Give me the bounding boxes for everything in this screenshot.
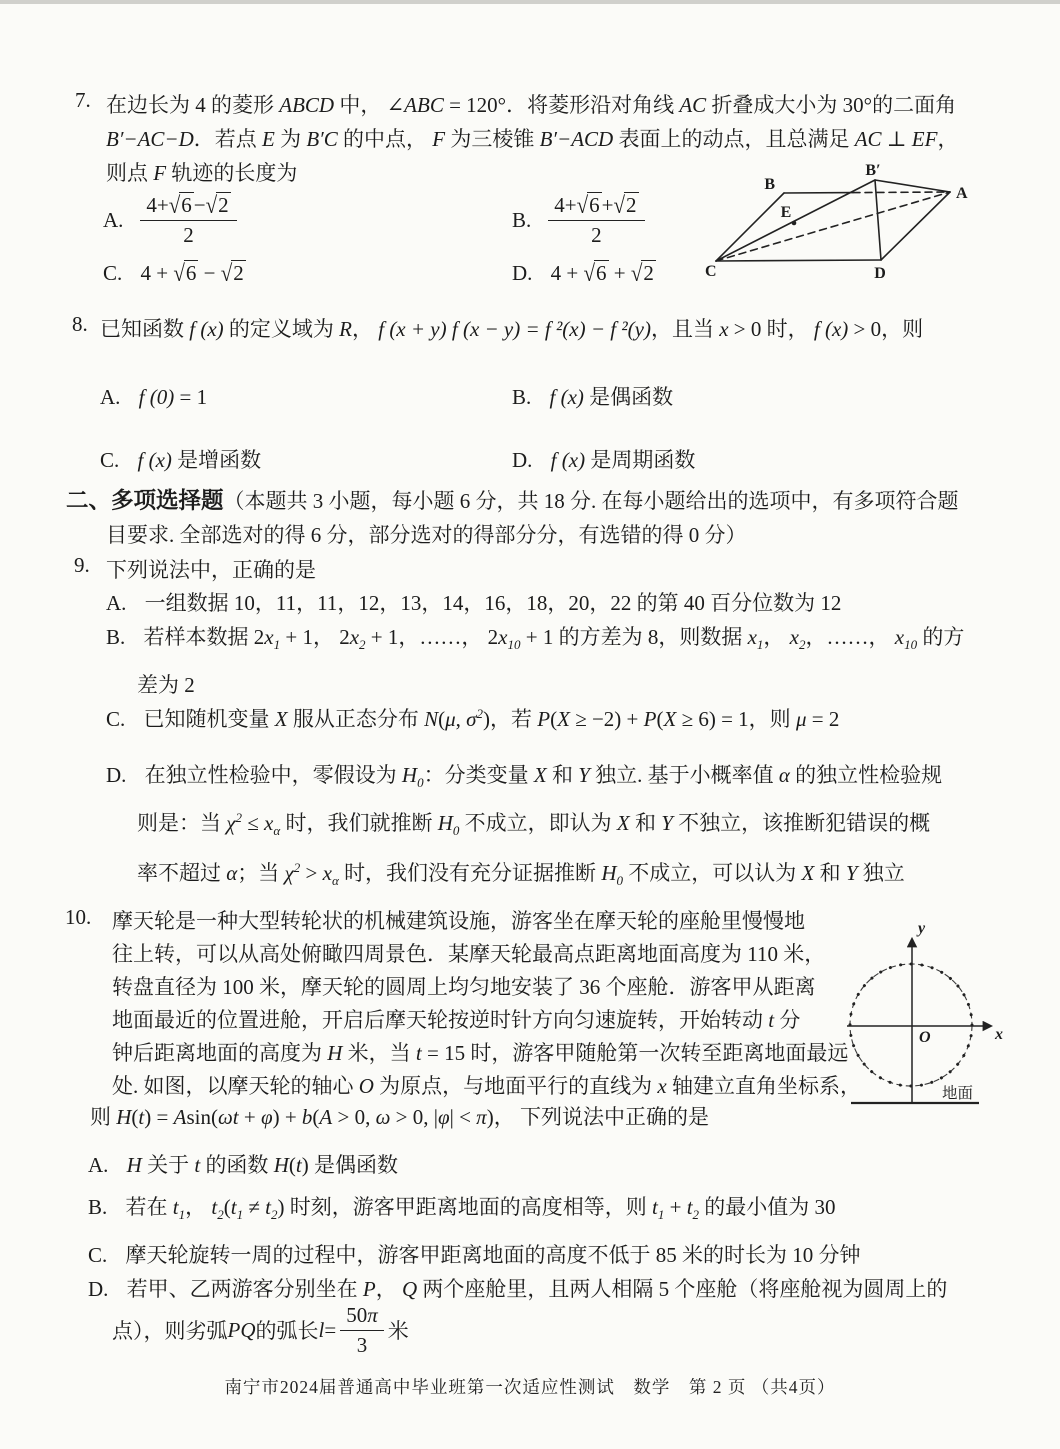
question-8-number: 8. [72, 312, 88, 336]
q7-option-A-value: $\frac{4+√6-√2}{2}$ [136, 193, 240, 246]
q7-option-B [512, 192, 649, 248]
vertex-label-A: A [956, 185, 968, 202]
vertex-label-D: D [874, 265, 886, 282]
q9-option-D-label: D. [106, 763, 127, 787]
q9-option-B-line-2: 差为 2 [137, 673, 195, 697]
q7-option-A [103, 192, 241, 248]
q7-option-D-value: 4 + √6 + √2 [550, 259, 654, 287]
question-10-line-4: 地面最近的位置进舱，开启后摩天轮按逆时针方向匀速旋转，开始转动 t 分 [112, 1008, 801, 1032]
q7-option-C-label: C. [103, 261, 123, 285]
question-7-line-1: 在边长为 4 的菱形 ABCD 中， ∠ABC = 120°．将菱形沿对角线 AC 折叠成大小为 30°的二面角 [106, 93, 957, 117]
q7-option-B-value: $\frac{4+√6+√2}{2}$ [544, 193, 648, 246]
q9-option-C-label: C. [106, 707, 126, 731]
q10-option-B [88, 1190, 836, 1224]
q9-option-B [106, 620, 964, 654]
question-8-stem: 已知函数 f (x) 的定义域为 R， f (x + y) f (x − y) = f ²(x) − f ²(y)，且当 x > 0 时， f (x) > 0，则 [100, 317, 924, 341]
q8-option-A-label: A. [100, 385, 121, 409]
q10-figure-ferris-wheel [845, 915, 1060, 1115]
q8-option-D-label: D. [512, 448, 533, 472]
edge-BprimeA [875, 180, 950, 192]
y-axis-label: y [918, 920, 926, 937]
q9-option-C [106, 702, 839, 736]
q9-option-A-value: 一组数据 10，11，11，12，13，14，16，18，20，22 的第 40 百分位数为 12 [144, 591, 842, 615]
q8-option-B-value: f (x) 是偶函数 [549, 385, 674, 409]
q9-option-A [106, 586, 841, 620]
section-2-note-line-1: （本题共 3 小题，每小题 6 分，共 18 分. 在每小题给出的选项中，有多项符合题 [223, 489, 959, 513]
question-10-line-5: 钟后距离地面的高度为 H 米，当 t = 15 时，游客甲随舱第一次转至距离地面最远 [112, 1041, 849, 1065]
vertex-label-C: C [705, 263, 717, 280]
q9-option-D-line-2: 则是：当 $\chi^2 \le x_\alpha$ 时，我们就推断 $H_0$ 不成立，即认为 X 和 Y 不独立，该推断犯错误的概 [137, 810, 931, 839]
question-7-line-3: 则点 F 轨迹的长度为 [106, 161, 298, 185]
q8-option-D-value: f (x) 是周期函数 [550, 448, 696, 472]
question-10-line-1: 摩天轮是一种大型转轮状的机械建筑设施，游客坐在摩天轮的座舱里慢慢地 [112, 909, 805, 933]
q10-option-A [88, 1148, 398, 1182]
q10-option-A-value: H 关于 t 的函数 H(t) 是偶函数 [126, 1153, 398, 1177]
q8-option-C-value: f (x) 是增函数 [137, 448, 262, 472]
q10-option-D-label: D. [88, 1277, 109, 1301]
q10-option-C-value: 摩天轮旋转一周的过程中，游客甲距离地面的高度不低于 85 米的时长为 10 分钟 [125, 1243, 861, 1267]
q9-option-D [106, 758, 942, 792]
section-2-title: 二、多项选择题 [66, 488, 224, 513]
question-10 [65, 905, 861, 1103]
q10-option-D-line-2: 点），则劣弧 PQ 的弧长 l = $\frac{50\pi}{3}$ 米 [112, 1303, 409, 1357]
q10-option-D-line-1: 若甲、乙两游客分别坐在 P， Q 两个座舱里，且两人相隔 5 个座舱（将座舱视为圆周上的 [126, 1277, 948, 1301]
q9-option-B-line-1: 若样本数据 $2x_1 + 1$， $2x_2 + 1$，……， $2x_{10} + 1$ 的方差为 8，则数据 $x_1$， $x_2$，……， $x_{10}$ 的方 [143, 625, 965, 653]
question-7-number: 7. [75, 88, 91, 112]
edge-BA-hidden [853, 192, 950, 193]
q10-option-B-label: B. [88, 1195, 108, 1219]
question-10-line-3: 转盘直径为 100 米，摩天轮的圆周上均匀地安装了 36 个座舱．游客甲从距离 [112, 975, 816, 999]
q7-figure-tetrahedron [693, 162, 973, 300]
wheel-cabin-dots [850, 964, 972, 1086]
q9-option-A-label: A. [106, 591, 127, 615]
q8-option-D [512, 443, 695, 477]
q7-option-B-label: B. [512, 207, 532, 232]
question-9-number: 9. [74, 553, 90, 577]
q9-option-B-label: B. [106, 625, 126, 649]
q8-option-B [512, 380, 673, 414]
q10-option-C-label: C. [88, 1243, 108, 1267]
vertex-label-B-prime: B′ [865, 162, 881, 179]
q7-option-C [103, 256, 246, 290]
question-8 [72, 312, 924, 346]
question-10-number: 10. [65, 905, 92, 929]
question-10-line-6: 处. 如图，以摩天轮的轴心 O 为原点，与地面平行的直线为 x 轴建立直角坐标系， [112, 1074, 861, 1098]
section-2-header [66, 484, 959, 552]
question-9 [74, 553, 316, 587]
q9-option-D-line-3: 率不超过 α；当 $\chi^2 > x_\alpha$ 时，我们没有充分证据推断 $H_0$ 不成立，可以认为 X 和 Y 独立 [137, 860, 905, 889]
q8-option-C-label: C. [100, 448, 120, 472]
vertex-label-E: E [780, 204, 792, 221]
question-10-formula: 则 H(t) = Asin(ωt + φ) + b(A > 0, ω > 0, |φ| < π)， 下列说法中正确的是 [90, 1105, 709, 1129]
question-9-stem: 下列说法中，正确的是 [106, 558, 316, 582]
q7-option-D [512, 256, 656, 290]
q8-option-C [100, 443, 261, 477]
q8-option-A [100, 380, 207, 414]
q7-option-A-label: A. [103, 207, 124, 232]
q7-option-C-value: 4 + √6 − √2 [140, 259, 244, 287]
wheel-circle [850, 964, 972, 1086]
q9-option-D-line-1: 在独立性检验中，零假设为 $H_0$：分类变量 X 和 Y 独立. 基于小概率值 α 的独立性检验规 [144, 763, 943, 791]
x-axis-label: x [995, 1026, 1003, 1043]
q9-option-C-value: 已知随机变量 X 服从正态分布 N(μ, $\sigma^2$)，若 P(X ≥ −2) + P(X ≥ 6) = 1，则 μ = 2 [143, 706, 840, 731]
q8-option-B-label: B. [512, 385, 532, 409]
question-10-line-2: 往上转，可以从高处俯瞰四周景色．某摩天轮最高点距离地面高度为 110 米， [112, 942, 826, 966]
q8-option-A-value: f (0) = 1 [138, 385, 208, 409]
section-2-note-line-2: 目要求. 全部选对的得 6 分，部分选对的得部分分，有选错的得 0 分） [106, 523, 747, 547]
edge-CD [716, 260, 881, 261]
point-E-dot [792, 221, 797, 226]
vertex-label-B: B [764, 176, 775, 193]
origin-label: O [919, 1029, 931, 1046]
ground-label: 地面 [942, 1085, 974, 1102]
q10-option-A-label: A. [88, 1153, 109, 1177]
q10-option-B-value: 若在 $t_1$， $t_2(t_1 \ne t_2)$ 时刻，游客甲距离地面的高度相等，则 $t_1 + t_2$ 的最小值为 30 [125, 1195, 836, 1223]
question-7-line-2: B′−AC−D．若点 E 为 B′C 的中点， F 为三棱锥 B′−ACD 表面上的动点，且总满足 AC ⊥ EF， [106, 127, 959, 151]
q7-option-D-label: D. [512, 261, 533, 285]
page-footer: 南宁市2024届普通高中毕业班第一次适应性测试 数学 第 2 页 （共4页） [224, 1377, 836, 1397]
q10-option-C [88, 1238, 861, 1272]
scan-top-edge [0, 0, 1060, 4]
